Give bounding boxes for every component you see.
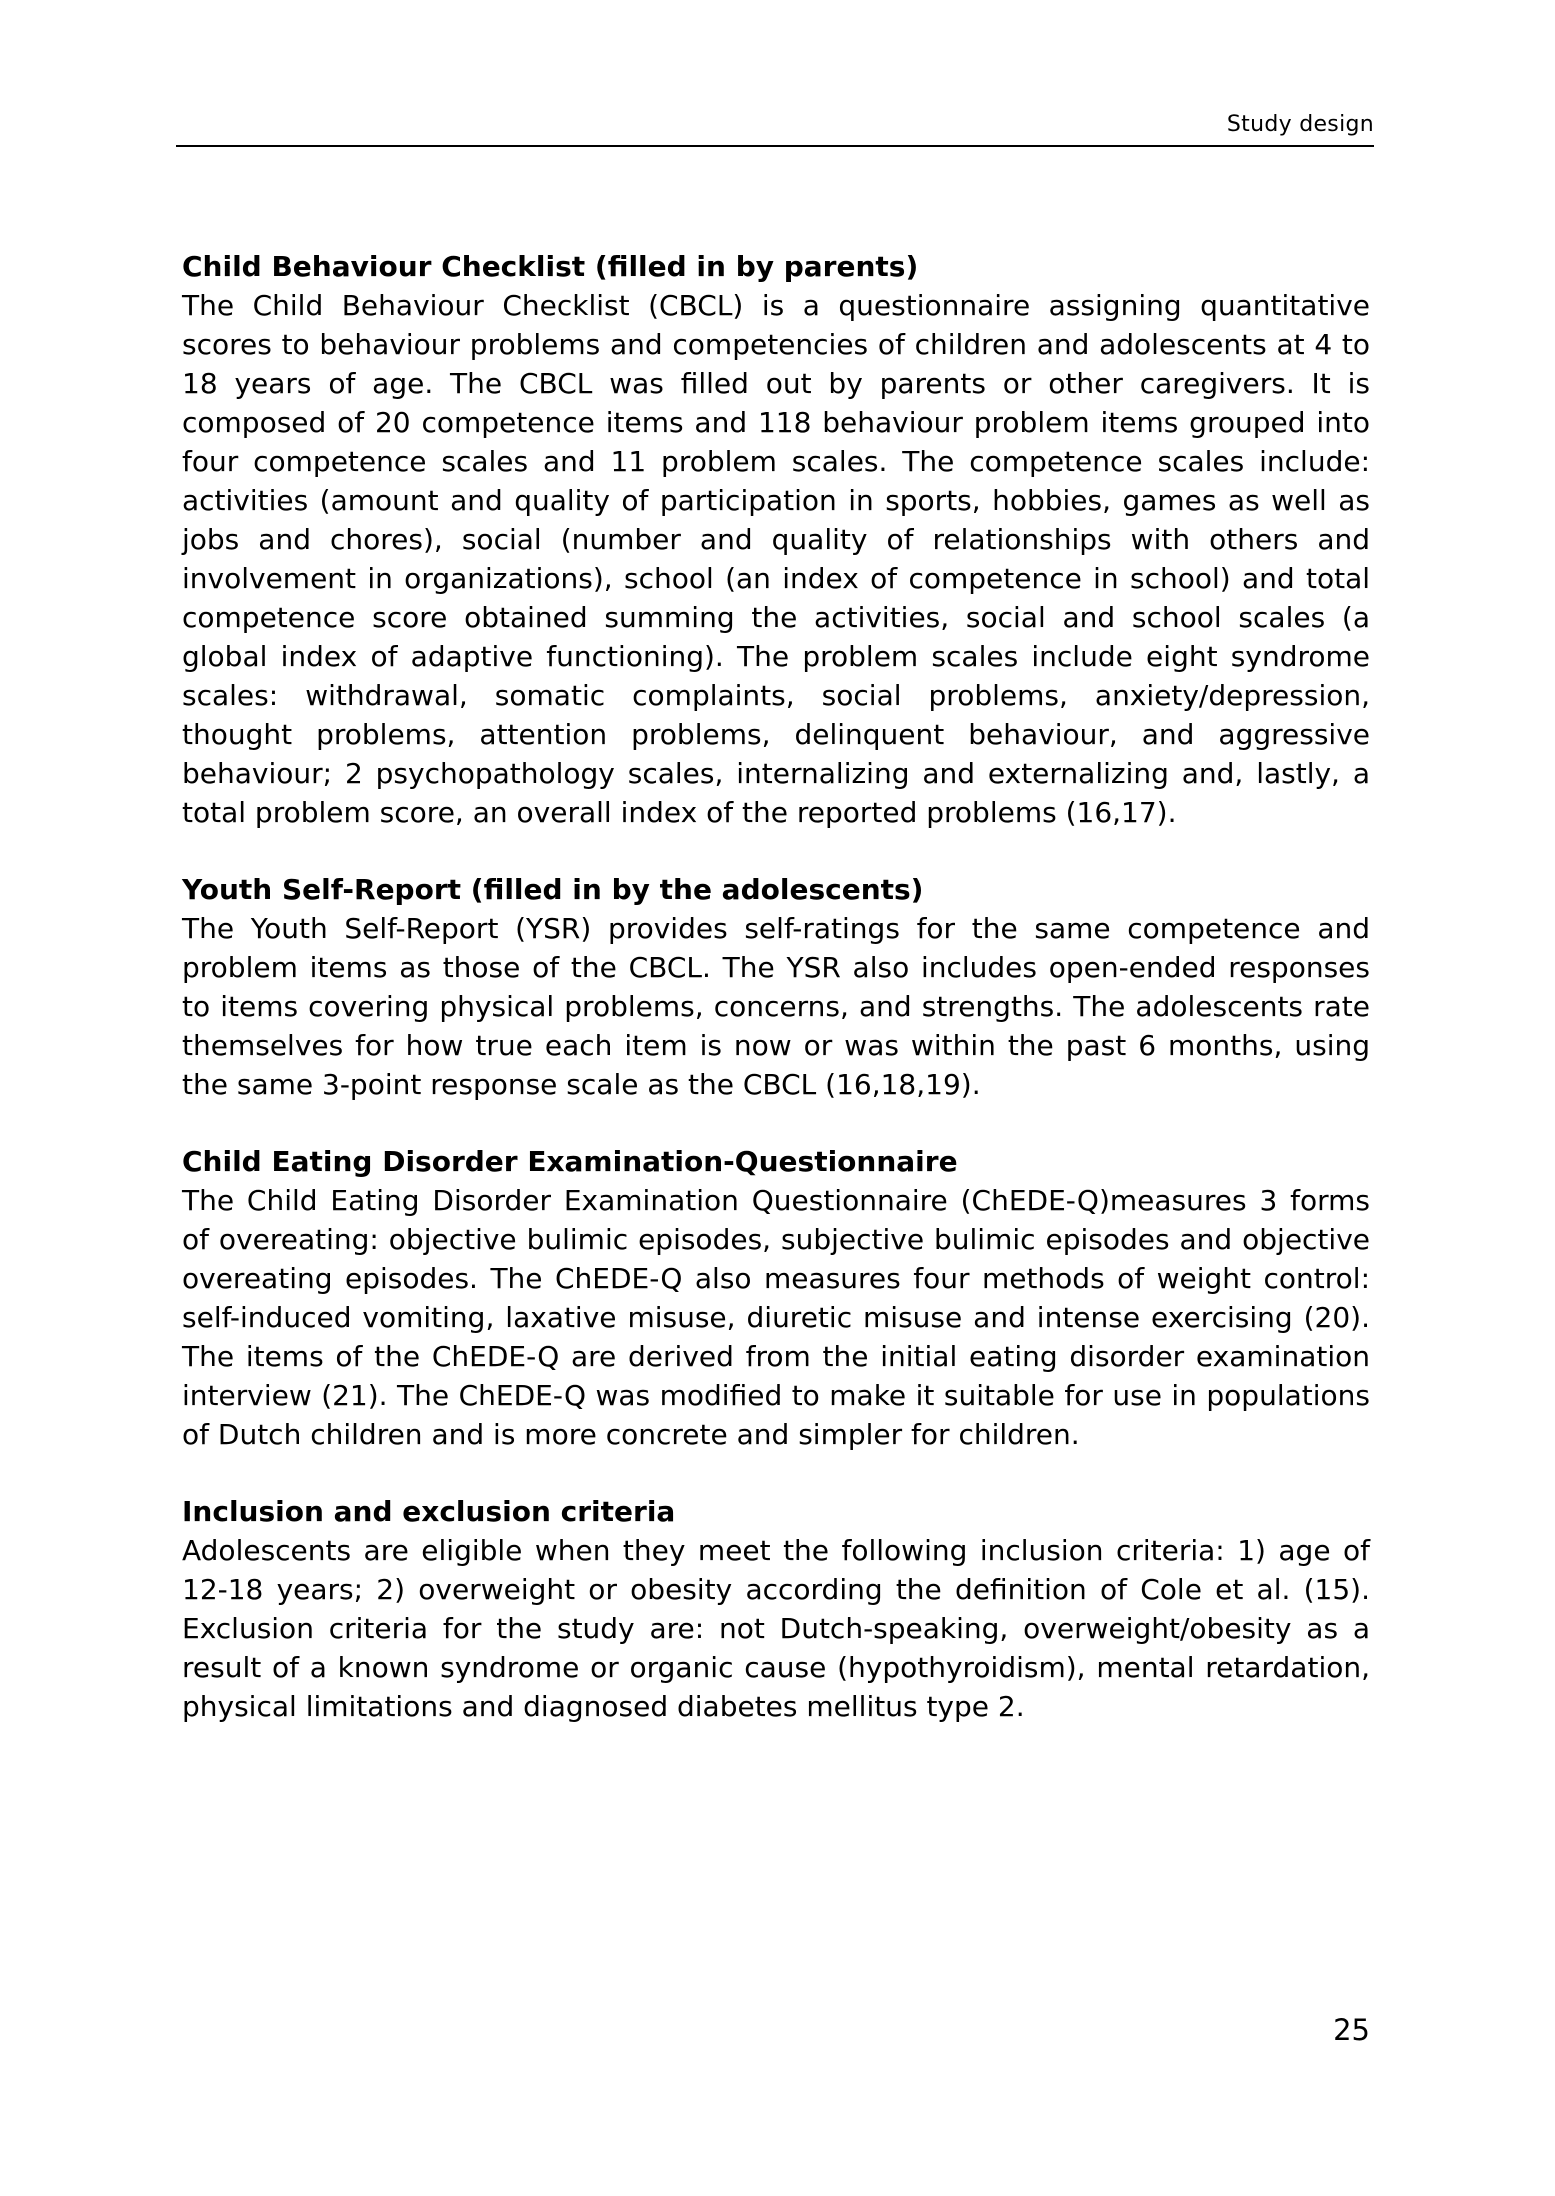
section-heading: Child Behaviour Checklist (filled in by parents) — [182, 250, 919, 283]
section-heading: Youth Self-Report (filled in by the adolescents) — [182, 873, 924, 906]
section-cbcl — [182, 247, 1370, 832]
main-content — [182, 247, 1370, 1764]
section-chede-q — [182, 1142, 1370, 1454]
section-paragraph: The Child Eating Disorder Examination Questionnaire (ChEDE-Q)measures 3 forms of overeating: objective bulimic episodes, subjective bulimic episodes and objective overeating episodes. The ChEDE-Q also measures four methods of weight control: self-induced vomiting, laxative misuse, diuretic misuse and intense exercising (20). The items of the ChEDE-Q are derived from the initial eating disorder examination interview (21). The ChEDE-Q was modified to make it suitable for use in populations of Dutch children and is more concrete and simpler for children. — [182, 1184, 1370, 1451]
header-rule — [176, 145, 1374, 147]
section-paragraph: Adolescents are eligible when they meet the following inclusion criteria: 1) age of 12-18 years; 2) overweight or obesity according the definition of Cole et al. (15). Exclusion criteria for the study are: not Dutch-speaking, overweight/obesity as a result of a known syndrome or organic cause (hypothyroidism), mental retardation, physical limitations and diagnosed diabetes mellitus type 2. — [182, 1534, 1370, 1723]
section-paragraph: The Youth Self-Report (YSR) provides self-ratings for the same competence and problem items as those of the CBCL. The YSR also includes open-ended responses to items covering physical problems, concerns, and strengths. The adolescents rate themselves for how true each item is now or was within the past 6 months, using the same 3-point response scale as the CBCL (16,18,19). — [182, 912, 1370, 1101]
section-paragraph: The Child Behaviour Checklist (CBCL) is a questionnaire assigning quantitative scores to behaviour problems and competencies of children and adolescents at 4 to 18 years of age. The CBCL was filled out by parents or other caregivers. It is composed of 20 competence items and 118 behaviour problem items grouped into four competence scales and 11 problem scales. The competence scales include: activities (amount and quality of participation in sports, hobbies, games as well as jobs and chores), social (number and quality of relationships with others and involvement in organizations), school (an index of competence in school) and total competence score obtained summing the activities, social and school scales (a global index of adaptive functioning). The problem scales include eight syndrome scales: withdrawal, somatic complaints, social problems, anxiety/depression, thought problems, attention problems, delinquent behaviour, and aggressive behaviour; 2 psychopathology scales, internalizing and externalizing and, lastly, a total problem score, an overall index of the reported problems (16,17). — [182, 289, 1370, 829]
section-ysr — [182, 870, 1370, 1104]
running-header: Study design — [1226, 112, 1374, 137]
section-heading: Inclusion and exclusion criteria — [182, 1495, 676, 1528]
section-criteria — [182, 1492, 1370, 1726]
page-number: 25 — [1333, 2013, 1370, 2047]
section-heading: Child Eating Disorder Examination-Questionnaire — [182, 1145, 958, 1178]
